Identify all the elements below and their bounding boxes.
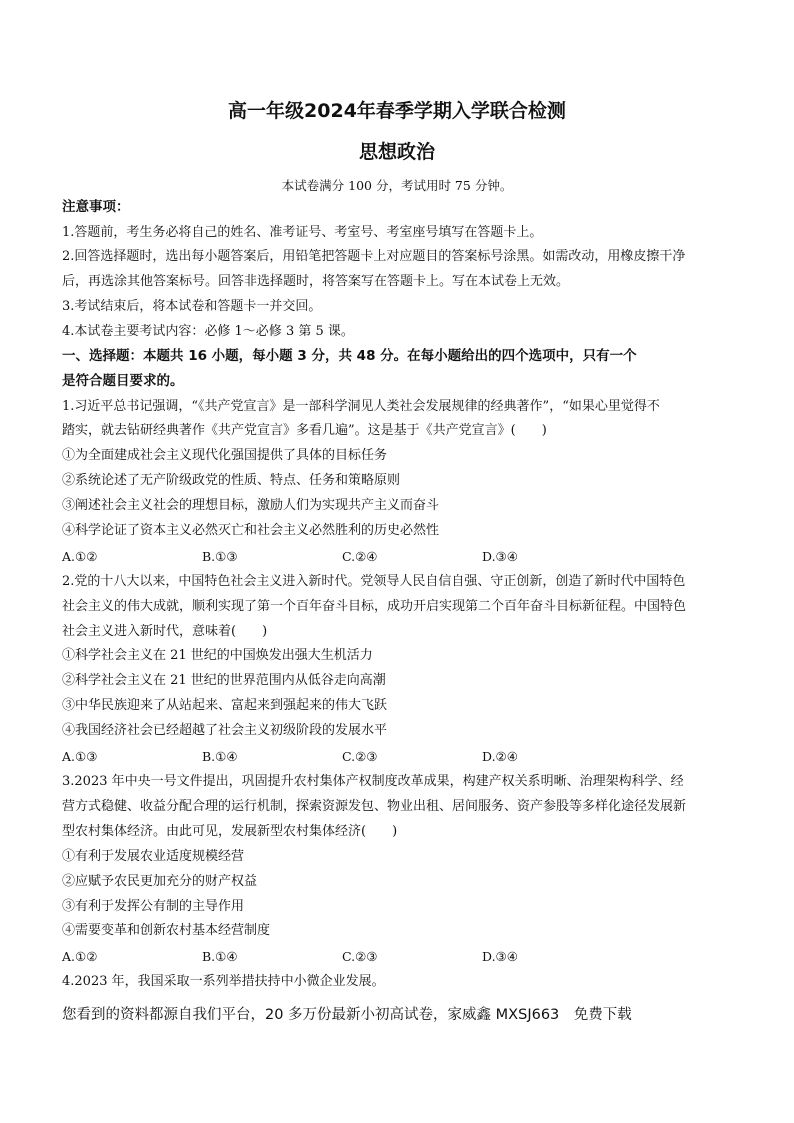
question-3-option-c: C.②③: [342, 949, 378, 964]
question-2-stem: 社会主义的伟大成就，顺利实现了第一个百年奋斗目标，成功开启实现第二个百年奋斗目标新征程。中国特色: [62, 599, 687, 614]
footer-notice: 您看到的资料都源自我们平台，20 多万份最新小初高试卷，家威鑫 MXSJ663 免费下载: [62, 1007, 632, 1023]
notes-heading: 注意事项：: [62, 199, 130, 215]
question-1-option-d: D.③④: [482, 549, 518, 564]
question-2-option-b: B.①④: [202, 749, 238, 764]
note-line: 1.答题前，考生务必将自己的姓名、准考证号、考室号、考室座号填写在答题卡上。: [62, 225, 543, 240]
question-1-statement: ①为全面建成社会主义现代化强国提供了具体的目标任务: [62, 448, 388, 463]
question-3-statement: ④需要变革和创新农村基本经营制度: [62, 923, 271, 938]
question-2-option-a: A.①③: [62, 749, 98, 764]
question-3-statement: ③有利于发挥公有制的主导作用: [62, 899, 245, 914]
question-1-option-b: B.①③: [202, 549, 238, 564]
subject-title: 思想政治: [358, 141, 435, 163]
note-line: 4.本试卷主要考试内容：必修 1～必修 3 第 5 课。: [62, 324, 354, 339]
exam-info: 本试卷满分 100 分，考试用时 75 分钟。: [281, 178, 513, 193]
question-1-option-a: A.①②: [62, 549, 98, 564]
question-1-statement: ②系统论述了无产阶级政党的性质、特点、任务和策略原则: [62, 473, 401, 488]
note-line: 3.考试结束后，将本试卷和答题卡一并交回。: [62, 299, 322, 314]
question-2-statement: ③中华民族迎来了从站起来、富起来到强起来的伟大飞跃: [62, 698, 388, 713]
question-1-stem: 1.习近平总书记强调，“《共产党宣言》是一部科学洞见人类社会发展规律的经典著作”，“如果心里觉得不: [62, 399, 660, 414]
question-3-statement: ①有利于发展农业适度规模经营: [62, 849, 245, 864]
note-line: 后，再选涂其他答案标号。回答非选择题时，将答案写在答题卡上。写在本试卷上无效。: [62, 274, 570, 289]
question-3-stem: 3.2023 年中央一号文件提出，巩固提升农村集体产权制度改革成果，构建产权关系明晰、治理架构科学、经: [62, 774, 684, 789]
question-2-option-c: C.②③: [342, 749, 378, 764]
question-3-stem: 营方式稳健、收益分配合理的运行机制，探索资源发包、物业出租、居间服务、资产参股等多样化途径发展新: [62, 799, 687, 814]
exam-title: 高一年级2024年春季学期入学联合检测: [228, 100, 566, 122]
question-4-stem: 4.2023 年，我国采取一系列举措扶持中小微企业发展。: [62, 974, 385, 989]
question-1-statement: ③阐述社会主义社会的理想目标，激励人们为实现共产主义而奋斗: [62, 498, 440, 513]
question-1-option-c: C.②④: [342, 549, 378, 564]
question-2-stem: 社会主义进入新时代，意味着( ): [62, 624, 268, 639]
question-3-option-b: B.①④: [202, 949, 238, 964]
question-2-statement: ②科学社会主义在 21 世纪的世界范围内从低谷走向高潮: [62, 673, 386, 688]
question-2-statement: ④我国经济社会已经超越了社会主义初级阶段的发展水平: [62, 723, 388, 738]
section-heading: 一、选择题：本题共 16 小题，每小题 3 分，共 48 分。在每小题给出的四个选项中，只有一个: [62, 348, 637, 364]
question-1-stem: 踏实，就去钻研经典著作《共产党宣言》多看几遍”。这是基于《共产党宣言》( ): [62, 423, 547, 438]
question-3-statement: ②应赋予农民更加充分的财产权益: [62, 874, 258, 889]
question-3-option-a: A.①②: [62, 949, 98, 964]
question-3-stem: 型农村集体经济。由此可见，发展新型农村集体经济( ): [62, 824, 398, 839]
question-2-statement: ①科学社会主义在 21 世纪的中国焕发出强大生机活力: [62, 648, 373, 663]
question-1-statement: ④科学论证了资本主义必然灭亡和社会主义必然胜利的历史必然性: [62, 523, 440, 538]
section-heading-cont: 是符合题目要求的。: [62, 373, 184, 389]
question-2-option-d: D.②④: [482, 749, 518, 764]
question-2-stem: 2.党的十八大以来，中国特色社会主义进入新时代。党领导人民自信自强、守正创新，创造了新时代中国特色: [62, 574, 686, 589]
note-line: 2.回答选择题时，选出每小题答案后，用铅笔把答题卡上对应题目的答案标号涂黑。如需改动，用橡皮擦干净: [62, 249, 686, 264]
question-3-option-d: D.③④: [482, 949, 518, 964]
